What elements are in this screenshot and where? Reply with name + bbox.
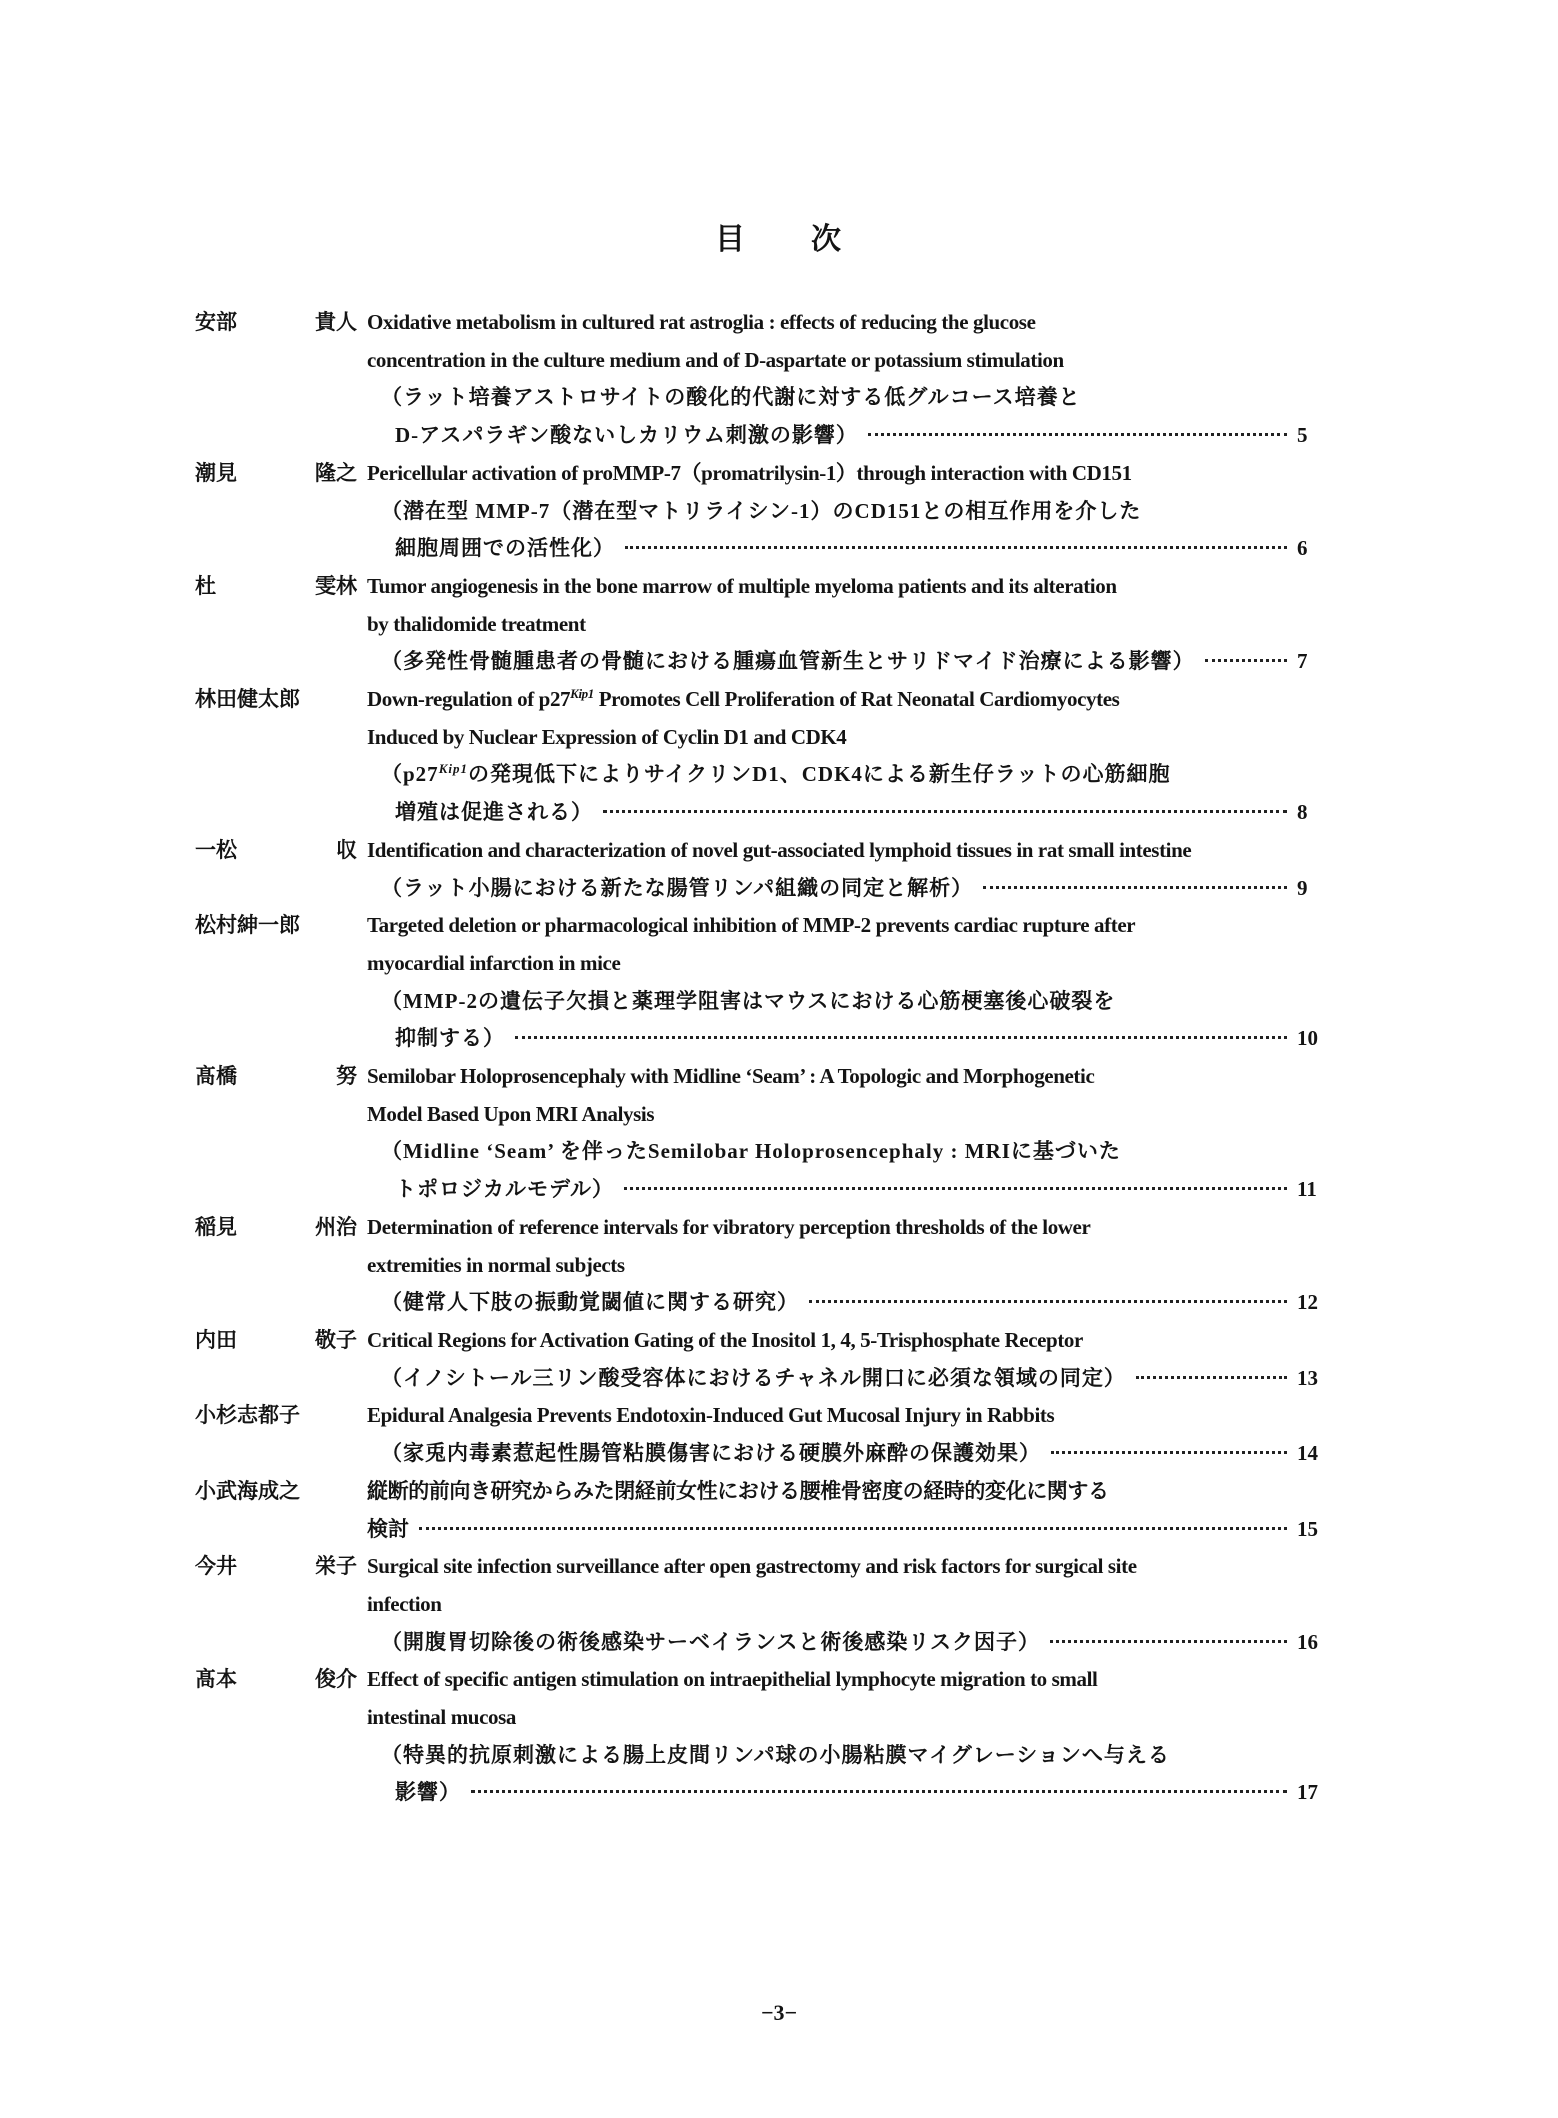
toc-author <box>195 1548 367 1586</box>
toc-body <box>367 1322 1325 1397</box>
author-name-part: 髙橋 <box>195 1064 237 1089</box>
toc-body <box>367 1548 1325 1661</box>
toc-page-number: 7 <box>1297 649 1308 674</box>
dot-leader <box>624 1187 1287 1190</box>
toc-leader-text: （開腹胃切除後の術後感染サーベイランスと術後感染リスク因子） <box>381 1629 1040 1654</box>
author-name-part: 小杉志都子 <box>195 1403 300 1428</box>
toc-author <box>195 1473 367 1511</box>
author-name-part: 小武海成之 <box>195 1478 300 1503</box>
toc-english-title-line: intestinal mucosa <box>367 1705 516 1730</box>
toc-entry <box>195 1548 1325 1661</box>
author-name-part: 稲見 <box>195 1214 237 1239</box>
toc-leader-line <box>367 417 1325 455</box>
dot-leader <box>809 1300 1287 1303</box>
author-name-part: 林田健太郎 <box>195 687 300 712</box>
author-name-part: 杜 <box>195 573 216 598</box>
toc-leader-text: （家兎内毒素惹起性腸管粘膜傷害における硬膜外麻酔の保護効果） <box>381 1441 1041 1466</box>
toc-leader-text: D-アスパラギン酸ないしカリウム刺激の影響） <box>395 423 858 448</box>
toc-leader-text: 抑制する） <box>395 1026 505 1051</box>
toc-entry <box>195 1397 1325 1472</box>
toc-page-number: 5 <box>1297 423 1308 448</box>
toc-english-title-line: Semilobar Holoprosencephaly with Midline ‘Seam’ : A Topologic and Morphogenetic <box>367 1064 1095 1089</box>
author-name-part: 潮見 <box>195 460 237 485</box>
dot-leader <box>1136 1376 1287 1379</box>
dot-leader <box>419 1527 1287 1530</box>
toc-english-title-line: Surgical site infection surveillance after open gastrectomy and risk factors for surgical site <box>367 1554 1137 1579</box>
toc-entry <box>195 1322 1325 1397</box>
toc-author <box>195 1661 367 1699</box>
title-part-1: 目 <box>715 223 747 256</box>
toc-author <box>195 1058 367 1096</box>
toc-body <box>367 304 1325 455</box>
author-name-part: 内田 <box>195 1327 237 1352</box>
toc-body <box>367 681 1325 832</box>
author-name-part: 一松 <box>195 837 237 862</box>
toc-leader-line <box>367 1020 1325 1058</box>
author-name-part: 髙本 <box>195 1667 237 1692</box>
toc-entry <box>195 1473 1325 1548</box>
table-of-contents <box>195 304 1325 1812</box>
toc-page-number: 6 <box>1297 536 1308 561</box>
toc-author <box>195 832 367 870</box>
author-name-part: 安部 <box>195 310 237 334</box>
toc-page-number: 11 <box>1297 1177 1317 1202</box>
toc-entry <box>195 681 1325 832</box>
toc-leader-text: （健常人下肢の振動覚閾値に関する研究） <box>381 1290 799 1315</box>
toc-author <box>195 681 367 719</box>
author-name-part: 州治 <box>315 1214 357 1239</box>
toc-page-number: 13 <box>1297 1365 1318 1390</box>
author-name-part: 貴人 <box>315 310 357 334</box>
toc-japanese-title-line: （ラット培養アストロサイトの酸化的代謝に対する低グルコース培養と <box>381 385 1081 410</box>
toc-leader-text: トポロジカルモデル） <box>395 1177 614 1202</box>
toc-english-title-line: infection <box>367 1591 442 1616</box>
toc-body <box>367 568 1325 681</box>
toc-leader-text: 検討 <box>367 1516 409 1541</box>
toc-page-number: 10 <box>1297 1026 1318 1051</box>
toc-body <box>367 1209 1325 1322</box>
toc-leader-text: （イノシトール三リン酸受容体におけるチャネル開口に必須な領域の同定） <box>381 1365 1126 1390</box>
toc-english-title-line: Determination of reference intervals for vibratory perception thresholds of the lower <box>367 1214 1091 1239</box>
toc-entry <box>195 1661 1325 1812</box>
toc-leader-line <box>367 1624 1325 1662</box>
dot-leader <box>1051 1451 1287 1454</box>
toc-english-title-line: Effect of specific antigen stimulation on intraepithelial lymphocyte migration to small <box>367 1667 1098 1692</box>
toc-page-number: 16 <box>1297 1629 1318 1654</box>
author-name-part: 隆之 <box>315 460 357 485</box>
toc-author <box>195 1397 367 1435</box>
toc-japanese-title-line: （Midline ‘Seam’ を伴ったSemilobar Holoprosencephaly : MRIに基づいた <box>381 1139 1121 1164</box>
toc-english-title-line: Targeted deletion or pharmacological inhibition of MMP-2 prevents cardiac rupture after <box>367 913 1136 938</box>
toc-english-title-line: Tumor angiogenesis in the bone marrow of multiple myeloma patients and its alteration <box>367 573 1117 598</box>
toc-entry <box>195 907 1325 1058</box>
toc-english-title-line: Identification and characterization of novel gut-associated lymphoid tissues in rat small intestine <box>367 837 1192 862</box>
toc-page-number: 9 <box>1297 875 1308 900</box>
toc-entry <box>195 1058 1325 1209</box>
title-part-2: 次 <box>811 223 843 256</box>
toc-body <box>367 455 1325 568</box>
toc-japanese-title-line: （$p27^{Kip1}$の発現低下によりサイクリンD1、CDK4による新生仔ラットの心筋細胞 <box>381 761 1171 787</box>
toc-leader-line <box>367 1435 1325 1473</box>
toc-english-title-line: Down-regulation of $p27^{Kip1}$ Promotes Cell Proliferation of Rat Neonatal Cardiomyocytes <box>367 686 1120 712</box>
toc-author <box>195 907 367 945</box>
toc-author <box>195 455 367 493</box>
author-name-part: 雯林 <box>315 573 357 598</box>
toc-author <box>195 568 367 606</box>
author-name-part: 栄子 <box>315 1554 357 1579</box>
author-name-part: 敬子 <box>315 1327 357 1352</box>
toc-author <box>195 304 367 342</box>
toc-english-title-line: Induced by Nuclear Expression of Cyclin D1 and CDK4 <box>367 724 847 749</box>
dot-leader <box>515 1036 1287 1039</box>
toc-japanese-title-line: （潜在型 MMP-7（潜在型マトリライシン-1）のCD151との相互作用を介した <box>381 498 1142 523</box>
toc-english-title-line: Oxidative metabolism in cultured rat astroglia : effects of reducing the glucose <box>367 310 1036 334</box>
toc-leader-line <box>367 643 1325 681</box>
toc-leader-text: （ラット小腸における新たな腸管リンパ組織の同定と解析） <box>381 875 974 900</box>
toc-english-title-line: Model Based Upon MRI Analysis <box>367 1101 655 1126</box>
toc-page-number: 12 <box>1297 1290 1318 1315</box>
toc-leader-line <box>367 1511 1325 1549</box>
toc-body <box>367 907 1325 1058</box>
toc-page-number: 15 <box>1297 1516 1318 1541</box>
toc-leader-line <box>367 1284 1325 1322</box>
toc-body <box>367 1058 1325 1209</box>
page-title <box>0 214 1558 258</box>
toc-body <box>367 1397 1325 1472</box>
author-name-part: 努 <box>336 1064 357 1089</box>
toc-author <box>195 1322 367 1360</box>
toc-leader-text: 影響） <box>395 1780 461 1805</box>
author-name-part: 今井 <box>195 1554 237 1579</box>
toc-english-title-line: Pericellular activation of proMMP-7（promatrilysin-1）through interaction with CD151 <box>367 460 1132 485</box>
toc-english-title-line: by thalidomide treatment <box>367 611 586 636</box>
toc-page-number: 8 <box>1297 800 1308 825</box>
toc-entry <box>195 832 1325 907</box>
toc-body <box>367 832 1325 907</box>
toc-english-title-line: Critical Regions for Activation Gating of the Inositol 1, 4, 5-Trisphosphate Receptor <box>367 1327 1083 1352</box>
toc-leader-text: （多発性骨髄腫患者の骨髄における腫瘍血管新生とサリドマイド治療による影響） <box>381 649 1195 674</box>
dot-leader <box>1205 659 1287 662</box>
toc-english-title-line: extremities in normal subjects <box>367 1252 625 1277</box>
toc-body <box>367 1661 1325 1812</box>
dot-leader <box>868 433 1287 436</box>
toc-japanese-title-line: （MMP-2の遺伝子欠損と薬理学阻害はマウスにおける心筋梗塞後心破裂を <box>381 988 1116 1013</box>
toc-japanese-title-line: （特異的抗原刺激による腸上皮間リンパ球の小腸粘膜マイグレーションへ与える <box>381 1742 1170 1767</box>
toc-author <box>195 1209 367 1247</box>
toc-entry <box>195 304 1325 455</box>
page-number: −3− <box>760 2000 798 2025</box>
toc-leader-line <box>367 1360 1325 1398</box>
toc-leader-line <box>367 1774 1325 1812</box>
author-name-part: 俊介 <box>315 1667 357 1692</box>
toc-entry <box>195 568 1325 681</box>
dot-leader <box>983 886 1287 889</box>
author-name-part: 収 <box>336 837 357 862</box>
toc-leader-line <box>367 794 1325 832</box>
toc-leader-line <box>367 870 1325 908</box>
author-name-part: 松村紳一郎 <box>195 913 300 938</box>
dot-leader <box>603 810 1287 813</box>
toc-leader-line <box>367 530 1325 568</box>
toc-entry <box>195 455 1325 568</box>
toc-leader-line <box>367 1171 1325 1209</box>
toc-english-title-line: 縦断的前向き研究からみた閉経前女性における腰椎骨密度の経時的変化に関する <box>367 1478 1109 1503</box>
dot-leader <box>471 1790 1287 1793</box>
toc-page-number: 14 <box>1297 1441 1318 1466</box>
toc-body <box>367 1473 1325 1548</box>
toc-english-title-line: Epidural Analgesia Prevents Endotoxin-Induced Gut Mucosal Injury in Rabbits <box>367 1403 1055 1428</box>
toc-english-title-line: myocardial infarction in mice <box>367 950 621 975</box>
dot-leader <box>625 546 1287 549</box>
toc-english-title-line: concentration in the culture medium and of D-aspartate or potassium stimulation <box>367 347 1064 372</box>
toc-leader-text: 細胞周囲での活性化） <box>395 536 615 561</box>
dot-leader <box>1050 1640 1287 1643</box>
toc-entry <box>195 1209 1325 1322</box>
toc-page-number: 17 <box>1297 1780 1318 1805</box>
toc-leader-text: 増殖は促進される） <box>395 800 593 825</box>
